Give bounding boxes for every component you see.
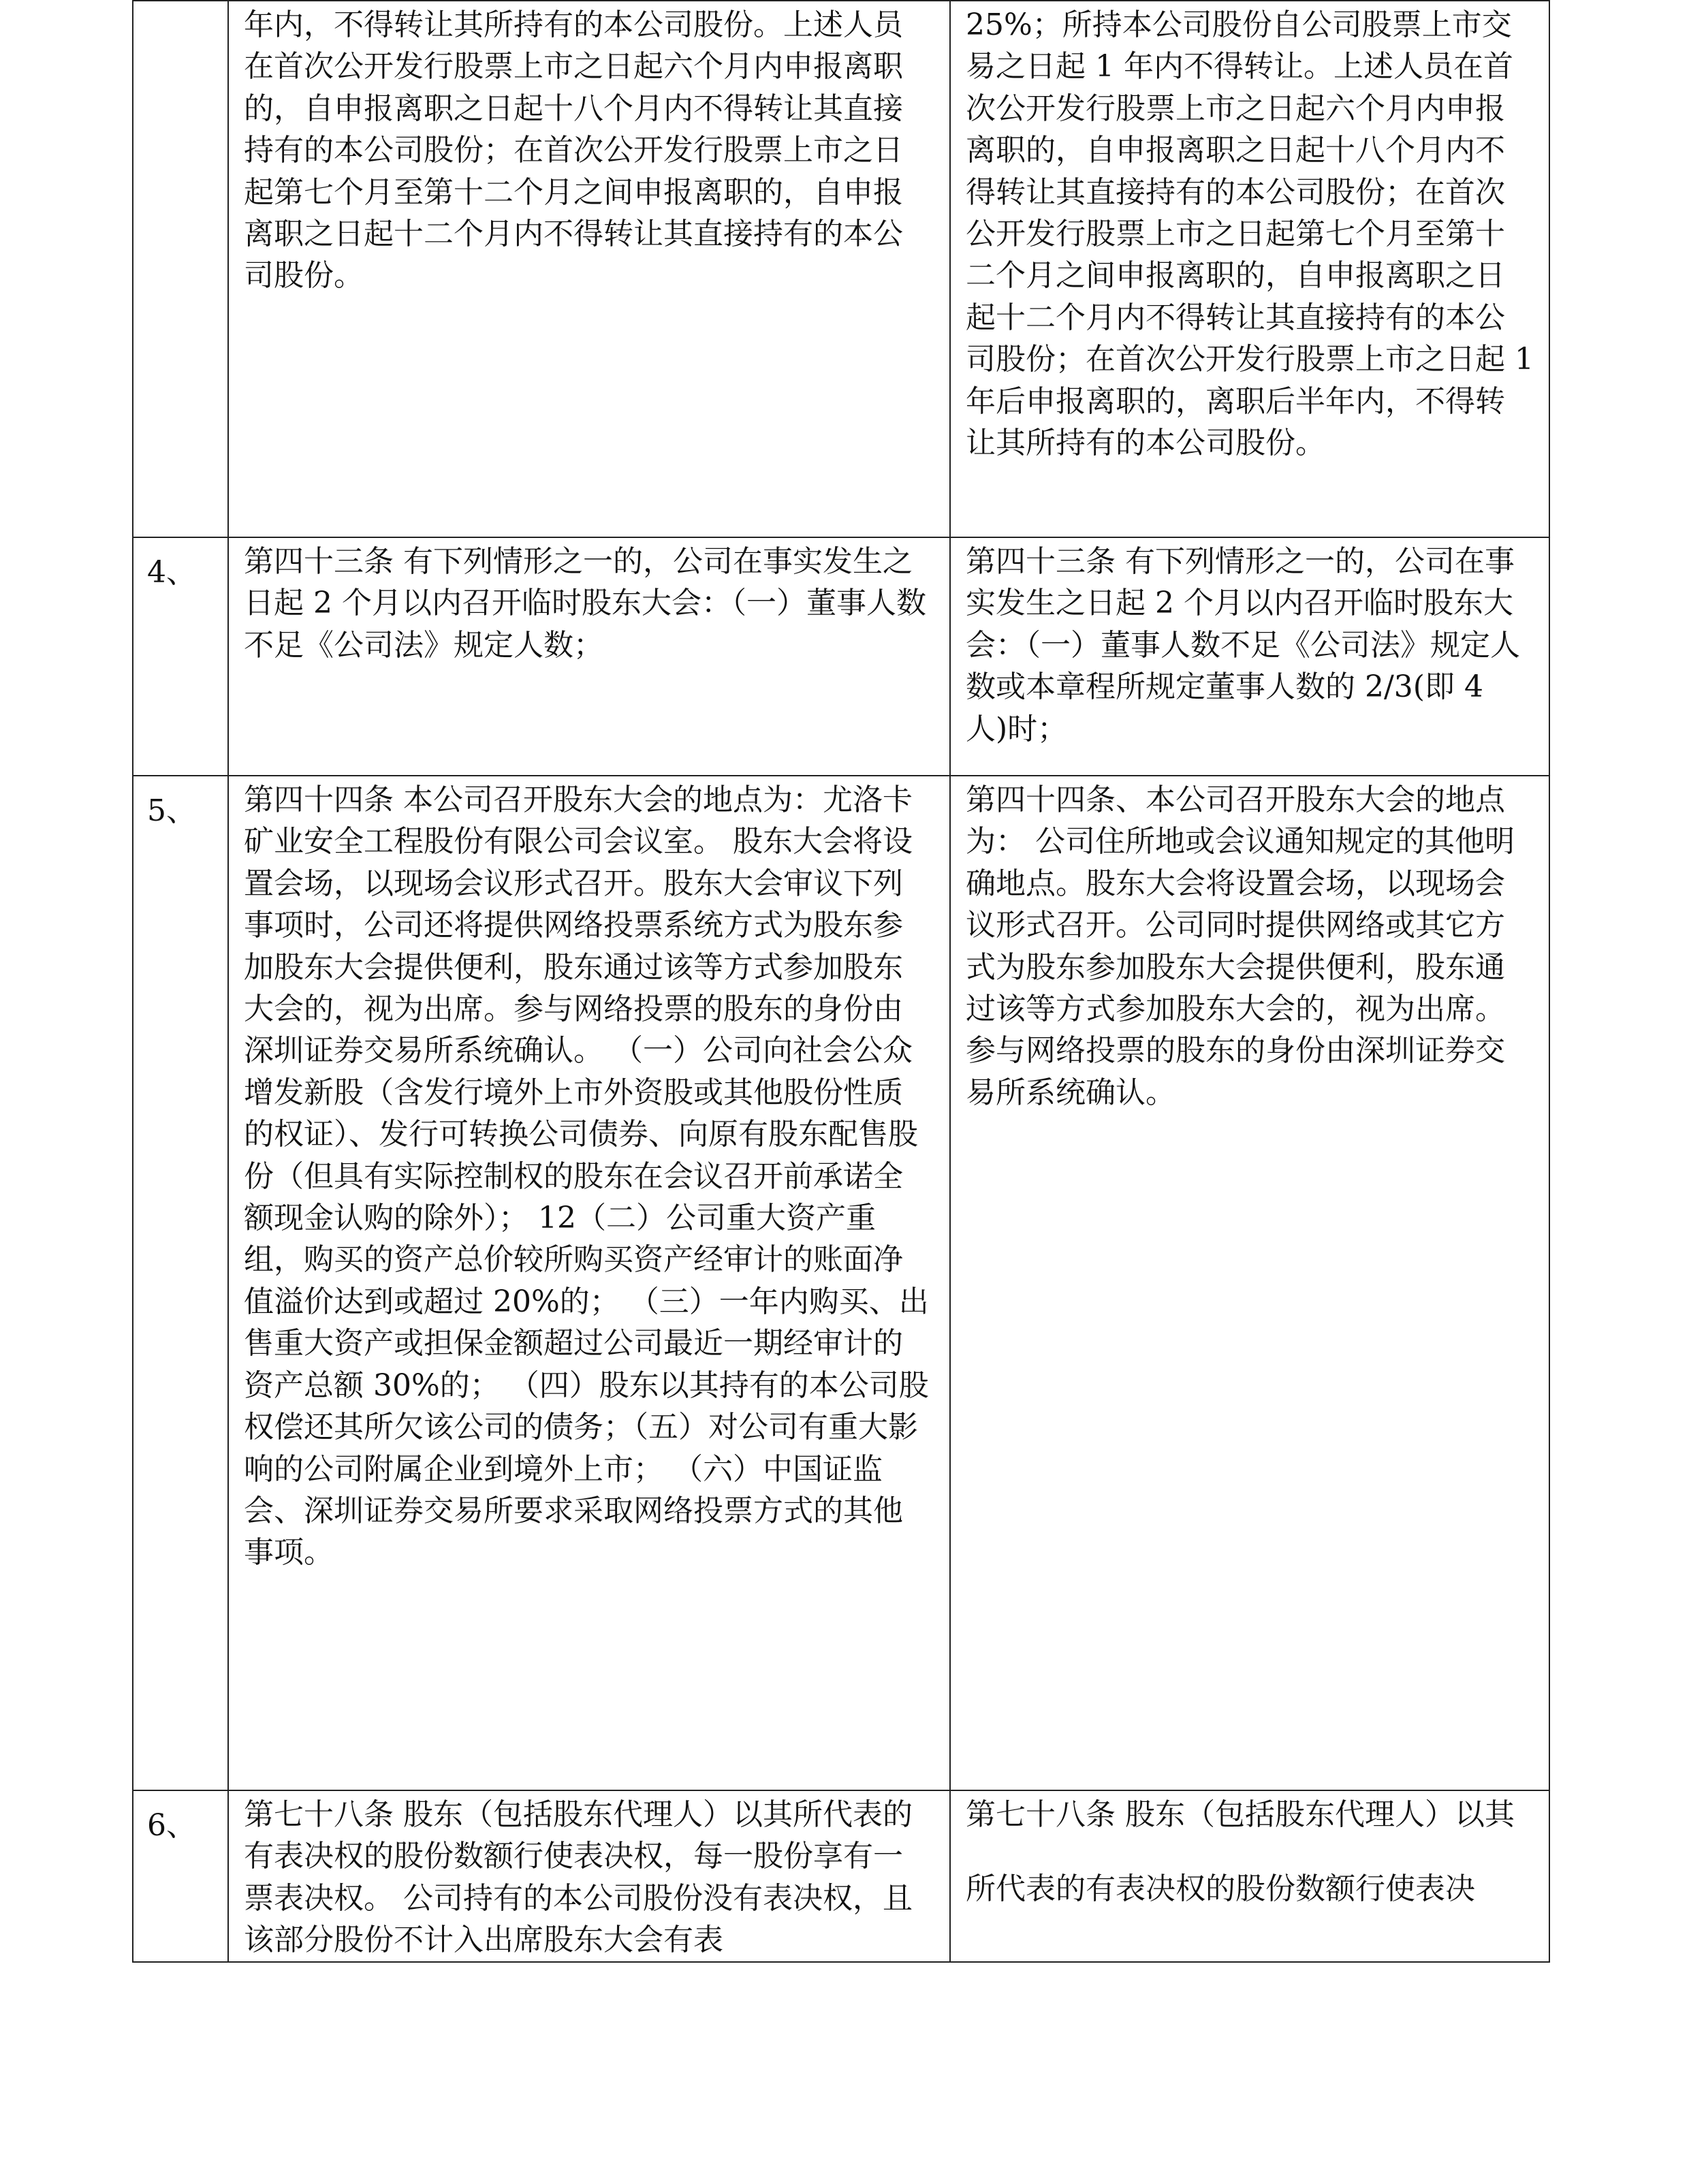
original-clause — [228, 537, 950, 776]
revised-clause-text: 第四十四条、本公司召开股东大会的地点为： 公司住所地或会议通知规定的其他明确地点。股东大会将设置会场，以现场会议形式召开。公司同时提供网络或其它方式为股东参加股东大会提供便利，股东通过该等方式参加股东大会的，视为出席。参与网络投票的股东的身份由深圳证券交易所系统确认。 — [966, 782, 1515, 1110]
revised-clause-text-part1: 第七十八条 股东（包括股东代理人）以其 — [966, 1797, 1515, 1832]
table-row — [133, 1790, 1549, 1962]
row-number: 4、 — [133, 537, 228, 776]
revised-clause-text: 25%；所持本公司股份自公司股票上市交易之日起 1 年内不得转让。上述人员在首次公开发行股票上市之日起六个月内申报离职的，自申报离职之日起十八个月内不得转让其直接持有的本公司股份；在首次公开发行股票上市之日起第七个月至第十二个月之间申报离职的，自申报离职之日起十二个月内不得转让其直接持有的本公司股份；在首次公开发行股票上市之日起 1 年后申报离职的，离职后半年内，不得转让其所持有的本公司股份。 — [966, 7, 1543, 461]
original-clause-text: 第七十八条 股东（包括股东代理人）以其所代表的有表决权的股份数额行使表决权，每一股份享有一票表决权。 公司持有的本公司股份没有表决权，且该部分股份不计入出席股东大会有表 — [244, 1797, 913, 1958]
table-row — [133, 1, 1549, 537]
revised-clause — [950, 537, 1549, 776]
table-row — [133, 537, 1549, 776]
original-clause-text: 第四十三条 有下列情形之一的，公司在事实发生之日起 2 个月以内召开临时股东大会：（一）董事人数不足《公司法》规定人数； — [244, 544, 926, 663]
revised-clause-text: 第四十三条 有下列情形之一的，公司在事实发生之日起 2 个月以内召开临时股东大会：（一）董事人数不足《公司法》规定人数或本章程所规定董事人数的 2/3(即 4 人)时； — [966, 544, 1520, 746]
original-clause — [228, 1, 950, 537]
original-clause — [228, 776, 950, 1790]
original-clause-text: 年内，不得转让其所持有的本公司股份。上述人员在首次公开发行股票上市之日起六个月内申报离职的，自申报离职之日起十八个月内不得转让其直接持有的本公司股份；在首次公开发行股票上市之日起第七个月至第十二个月之间申报离职的，自申报离职之日起十二个月内不得转让其直接持有的本公司股份。 — [244, 7, 903, 294]
original-clause — [228, 1790, 950, 1962]
revised-clause — [950, 776, 1549, 1790]
revised-clause-text-part2: 所代表的有表决权的股份数额行使表决 — [966, 1871, 1475, 1907]
revised-clause — [950, 1, 1549, 537]
row-number: 6、 — [133, 1790, 228, 1962]
paragraph-gap — [966, 1835, 1534, 1868]
table-row — [133, 776, 1549, 1790]
revised-clause — [950, 1790, 1549, 1962]
amendment-comparison-table — [132, 0, 1550, 1963]
original-clause-text: 第四十四条 本公司召开股东大会的地点为：尤洛卡矿业安全工程股份有限公司会议室。 股东大会将设置会场，以现场会议形式召开。股东大会审议下列事项时，公司还将提供网络投票系统方式为股东参加股东大会提供便利，股东通过该等方式参加股东大会的，视为出席。参与网络投票的股东的身份由深圳证券交易所系统确认。 （一）公司向社会公众增发新股（含发行境外上市外资股或其他股份性质的权证）、发行可转换公司债券、向原有股东配售股份（但具有实际控制权的股东在会议召开前承诺全额现金认购的除外）； 12（二）公司重大资产重组，购买的资产总价较所购买资产经审计的账面净值溢价达到或超过 20%的； （三）一年内购买、出售重大资产或担保金额超过公司最近一期经审计的资产总额 30%的； （四）股东以其持有的本公司股权偿还其所欠该公司的债务；（五）对公司有重大影响的公司附属企业到境外上市； （六）中国证监会、深圳证券交易所要求采取网络投票方式的其他事项。 — [244, 782, 929, 1570]
row-number: 5、 — [133, 776, 228, 1790]
row-number — [133, 1, 228, 537]
